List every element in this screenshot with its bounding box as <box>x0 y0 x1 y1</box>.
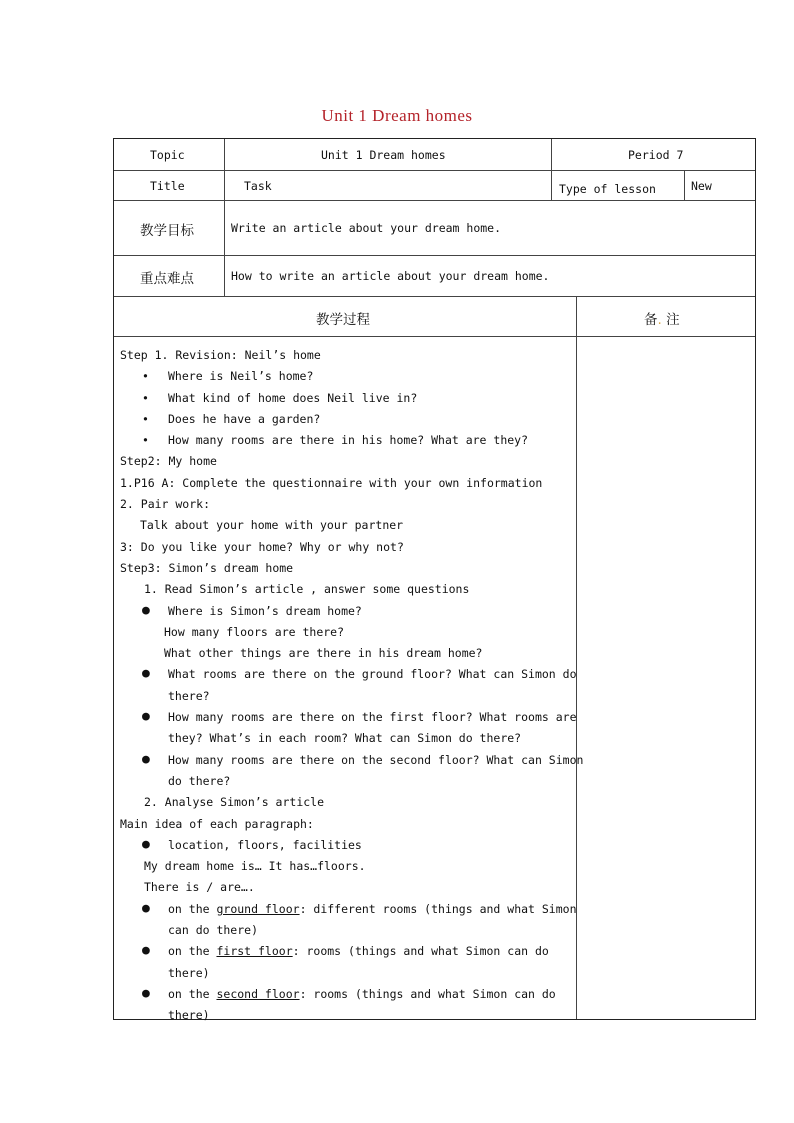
objectives-text: Write an article about your dream home. <box>231 221 502 235</box>
title-value: Task <box>244 179 272 193</box>
list-item: 2. Pair work: <box>120 497 211 512</box>
topic-value: Unit 1 Dream homes <box>321 148 446 162</box>
process-header: 教学过程 <box>316 312 370 328</box>
list-item: can do there) <box>168 923 259 938</box>
teaching-process <box>120 345 584 1027</box>
key-points-text: How to write an article about your dream home. <box>231 269 550 283</box>
list-item: Main idea of each paragraph: <box>120 816 314 831</box>
page-title: Unit 1 Dream homes <box>321 106 473 125</box>
notes-header: 备. 注 <box>644 312 680 328</box>
list-item: ● How many rooms are there on the first floor? What rooms are <box>142 709 577 725</box>
list-item: do there? <box>168 773 231 788</box>
list-item: ● Where is Simon’s dream home? <box>142 602 362 618</box>
list-item: ● on the second floor: rooms (things and what Simon can do <box>142 985 556 1001</box>
list-item: • What kind of home does Neil live in? <box>142 390 418 405</box>
list-item: 2. Analyse Simon’s article <box>144 795 325 810</box>
objectives-label: 教学目标 <box>140 223 194 239</box>
list-item: What other things are there in his dream home? <box>164 646 483 661</box>
col-divider <box>684 170 685 200</box>
list-item: • Where is Neil’s home? <box>142 369 314 384</box>
list-item: Step2: My home <box>120 454 217 469</box>
row-divider <box>114 296 755 297</box>
period-value: Period 7 <box>628 148 684 162</box>
list-item: they? What’s in each room? What can Simon do there? <box>168 731 522 746</box>
col-divider <box>224 139 225 170</box>
lesson-type-label: Type of lesson <box>559 182 656 196</box>
lesson-type-value: New <box>691 179 712 193</box>
list-item: 1.P16 A: Complete the questionnaire with your own information <box>120 475 543 490</box>
lesson-plan-table <box>113 138 756 1023</box>
list-item: Step3: Simon’s dream home <box>120 560 294 575</box>
list-item: There is / are…. <box>144 880 255 895</box>
col-divider <box>551 139 552 170</box>
col-divider <box>224 170 225 200</box>
list-item: there? <box>168 688 210 703</box>
list-item: • How many rooms are there in his home? What are they? <box>142 433 529 448</box>
key-points-label: 重点难点 <box>140 271 194 287</box>
list-item: 3: Do you like your home? Why or why not? <box>120 539 404 554</box>
list-item: My dream home is… It has…floors. <box>144 859 366 874</box>
row-divider <box>114 255 755 256</box>
list-item: there) <box>168 1008 210 1023</box>
row-divider <box>114 170 755 171</box>
list-item: ● on the ground floor: different rooms (things and what Simon <box>142 900 577 916</box>
list-item: 1. Read Simon’s article , answer some questions <box>144 582 470 597</box>
list-item: • Does he have a garden? <box>142 411 321 426</box>
row-divider <box>114 200 755 201</box>
row-divider <box>114 336 755 337</box>
list-item: Step 1. Revision: Neil’s home <box>120 348 321 362</box>
col-divider <box>224 200 225 296</box>
topic-label: Topic <box>150 148 185 162</box>
list-item: ● How many rooms are there on the second floor? What can Simon <box>142 751 584 767</box>
list-item: ● location, floors, facilities <box>142 836 362 852</box>
list-item: ● What rooms are there on the ground floor? What can Simon do <box>142 666 577 682</box>
col-divider <box>551 170 552 200</box>
list-item: How many floors are there? <box>164 624 345 639</box>
list-item: Talk about your home with your partner <box>140 518 404 533</box>
list-item: there) <box>168 965 210 980</box>
list-item: ● on the first floor: rooms (things and what Simon can do <box>142 943 549 959</box>
title-label: Title <box>150 179 185 193</box>
